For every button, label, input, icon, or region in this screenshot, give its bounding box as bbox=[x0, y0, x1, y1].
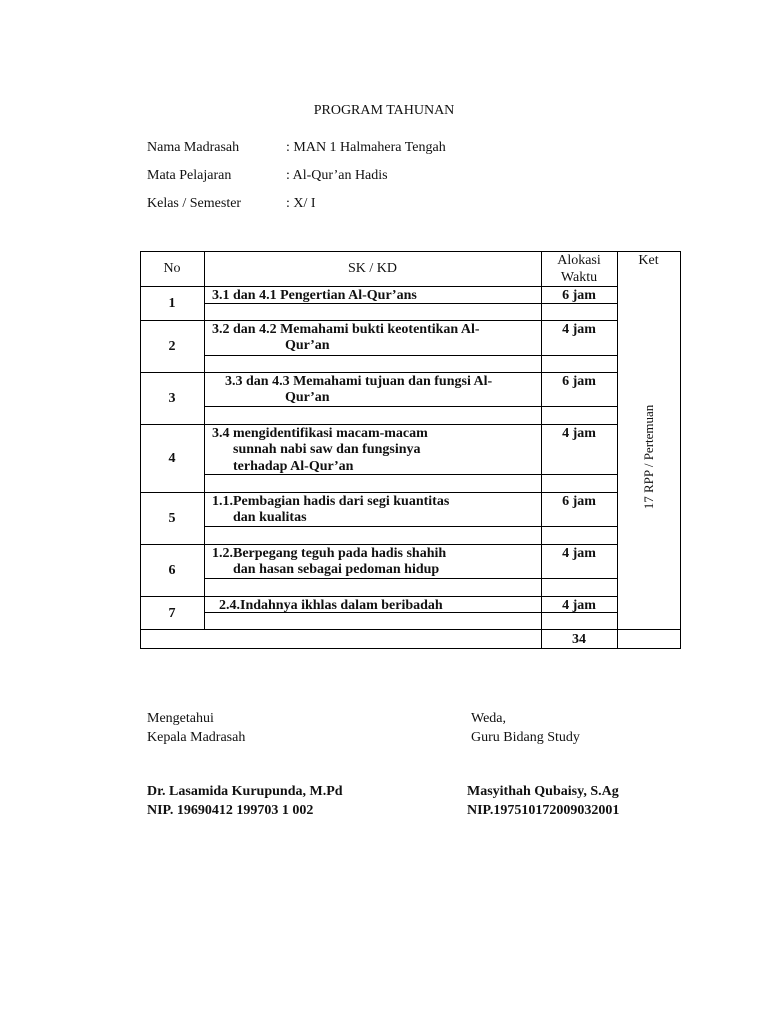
sk-kd-text: sunnah nabi saw dan fungsinya bbox=[233, 442, 421, 457]
column-divider bbox=[204, 251, 205, 629]
info-value-kelas: : X/ I bbox=[286, 196, 316, 211]
sk-kd-text: dan hasan sebagai pedoman hidup bbox=[233, 562, 440, 577]
row-subdivider bbox=[204, 355, 617, 356]
sk-kd-text: 2.4.Indahnya ikhlas dalam beribadah bbox=[219, 598, 443, 613]
info-label-kelas: Kelas / Semester bbox=[147, 196, 242, 211]
sk-kd-text: 3.2 dan 4.2 Memahami bukti keotentikan Al- bbox=[212, 322, 480, 337]
row-divider bbox=[140, 492, 204, 493]
sk-kd-text: 1.2.Berpegang teguh pada hadis shahih bbox=[212, 546, 447, 561]
table-border-right bbox=[680, 251, 681, 649]
alokasi-waktu: 4 jam bbox=[562, 426, 596, 441]
header-ket: Ket bbox=[638, 253, 659, 268]
sk-kd-text: 1.1.Pembagian hadis dari segi kuantitas bbox=[212, 494, 450, 509]
left-sign-line1: Mengetahui bbox=[147, 711, 214, 726]
ket-vertical-note: 17 RPP / Pertemuan bbox=[641, 404, 656, 510]
row-divider bbox=[140, 596, 204, 597]
left-sign-line2: Kepala Madrasah bbox=[147, 730, 246, 745]
right-sign-name: Masyithah Qubaisy, S.Ag bbox=[467, 784, 619, 799]
sk-kd-text: 3.3 dan 4.3 Memahami tujuan dan fungsi Al- bbox=[225, 374, 493, 389]
row-number: 1 bbox=[168, 296, 176, 311]
row-divider bbox=[140, 320, 204, 321]
header-alokasi: Alokasi bbox=[557, 253, 601, 268]
right-sign-line1: Weda, bbox=[471, 711, 507, 726]
table-border-top bbox=[140, 251, 681, 252]
row-divider bbox=[140, 424, 204, 425]
alokasi-waktu: 6 jam bbox=[562, 374, 596, 389]
alokasi-waktu: 6 jam bbox=[562, 288, 596, 303]
sk-kd-text: Qur’an bbox=[285, 338, 330, 353]
column-divider bbox=[617, 251, 618, 648]
left-sign-name: Dr. Lasamida Kurupunda, M.Pd bbox=[147, 784, 343, 799]
sk-kd-text: Qur’an bbox=[285, 390, 330, 405]
header-sk-kd: SK / KD bbox=[347, 261, 397, 276]
row-divider bbox=[140, 544, 204, 545]
column-divider bbox=[541, 251, 542, 648]
info-label-madrasah: Nama Madrasah bbox=[147, 140, 240, 155]
info-label-mapel: Mata Pelajaran bbox=[147, 168, 232, 183]
row-number: 4 bbox=[168, 451, 176, 466]
alokasi-waktu: 4 jam bbox=[562, 322, 596, 337]
sk-kd-text: 3.4 mengidentifikasi macam-macam bbox=[212, 426, 428, 441]
row-divider bbox=[140, 372, 204, 373]
row-number: 3 bbox=[168, 391, 176, 406]
row-number: 6 bbox=[168, 563, 176, 578]
header-no: No bbox=[163, 261, 181, 276]
row-number: 7 bbox=[168, 605, 176, 621]
summary-divider bbox=[140, 629, 680, 630]
total-waktu: 34 bbox=[572, 632, 586, 647]
document-title: PROGRAM TAHUNAN bbox=[313, 103, 455, 118]
row-subdivider bbox=[204, 526, 617, 527]
right-sign-line2: Guru Bidang Study bbox=[471, 730, 580, 745]
table-border-bottom bbox=[140, 648, 681, 649]
alokasi-waktu: 6 jam bbox=[562, 494, 596, 509]
header-divider bbox=[140, 286, 204, 287]
sk-kd-text: terhadap Al-Qur’an bbox=[233, 459, 354, 474]
alokasi-waktu: 4 jam bbox=[562, 546, 596, 561]
row-subdivider bbox=[204, 406, 617, 407]
left-sign-nip: NIP. 19690412 199703 1 002 bbox=[147, 803, 314, 818]
info-value-mapel: : Al-Qur’an Hadis bbox=[286, 168, 388, 183]
row-number: 2 bbox=[168, 339, 176, 354]
row-number: 5 bbox=[168, 511, 176, 526]
sk-kd-text: 3.1 dan 4.1 Pengertian Al-Qur’ans bbox=[212, 288, 417, 303]
alokasi-waktu: 4 jam bbox=[562, 598, 596, 613]
info-value-madrasah: : MAN 1 Halmahera Tengah bbox=[286, 140, 446, 155]
header-waktu: Waktu bbox=[560, 270, 598, 285]
sk-kd-text: dan kualitas bbox=[233, 510, 307, 525]
right-sign-nip: NIP.197510172009032001 bbox=[467, 803, 620, 818]
row-subdivider bbox=[204, 578, 617, 579]
